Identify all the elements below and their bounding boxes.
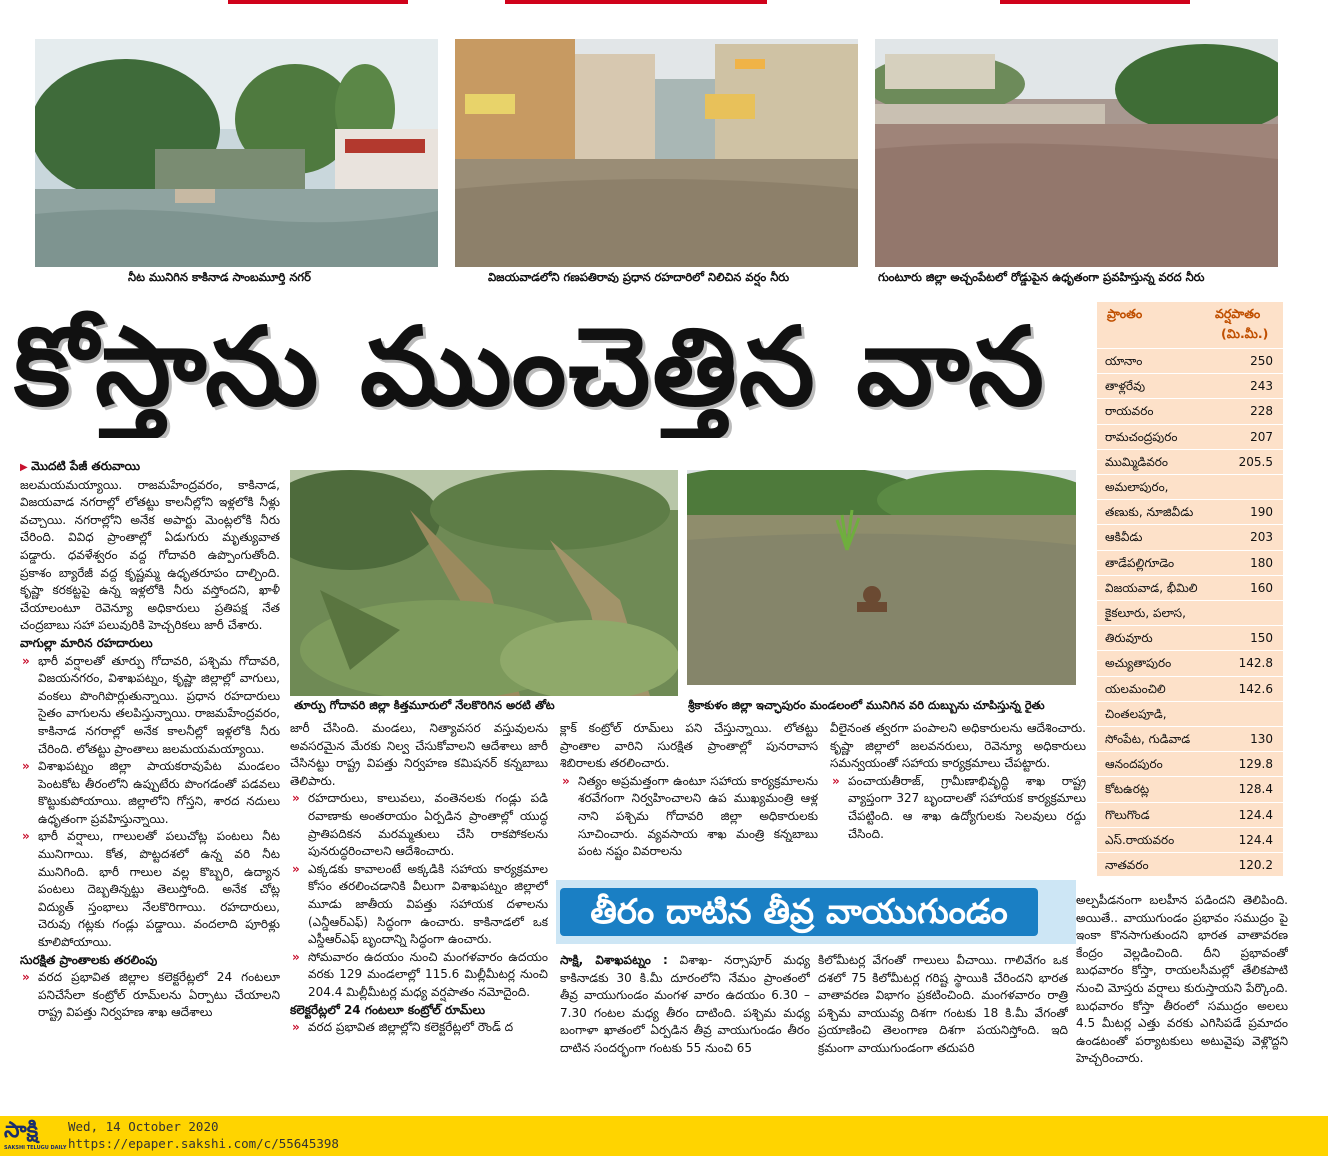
article-column-3 <box>560 720 818 870</box>
rainfall-row <box>1097 676 1283 702</box>
top-rule-segment <box>505 0 767 4</box>
story2-column-3 <box>1076 892 1288 1108</box>
rainfall-col-amount: వర్షపాతం <box>1215 306 1261 321</box>
logo-wordmark: సాక్షి <box>4 1118 39 1143</box>
rainfall-place: సోంపేట, గుడివాడ <box>1105 732 1191 746</box>
photo3-caption: గుంటూరు జిల్లా అచ్చంపేటలో రోడ్డుపైన ఉధృతంగా ప్రవహిస్తున్న వరద నీరు <box>878 270 1205 284</box>
rainfall-value: 160 <box>1250 580 1273 595</box>
rainfall-value: 190 <box>1250 505 1273 520</box>
rainfall-place: ఎస్.రాయవరం <box>1105 832 1175 847</box>
rainfall-row <box>1097 701 1283 727</box>
continued-from-front-tag: ▶ మొదటి పేజీ తరువాయి <box>20 458 280 477</box>
rainfall-row <box>1097 474 1283 500</box>
photo-farmer-flooded-paddy <box>687 470 1076 685</box>
article-paragraph: క్లాక్ కంట్రోల్ రూమ్‌లు పని చేస్తున్నాయి. లోతట్టు ప్రాంతాల వారిని సురక్షిత ప్రాంతాల్లో పునరావాస శిబిరాలకు తరలించారు. <box>560 721 818 771</box>
article-paragraph: జారీ చేసింది. మండలు, నిత్యావసర వస్తువులను అవసరమైన మేరకు నిల్వ చేసుకోవాలని ఆదేశాలు జారీ చేసినట్టు రాష్ట్ర విపత్తు నిర్వహణ కమిషనర్ కన్నబాబు తెలిపారు. <box>290 721 548 788</box>
rainfall-place: ఆనందపురం <box>1105 757 1163 772</box>
bullet-paragraph: » భారీ వర్షాలు, గాలులతో పలుచోట్ల పంటలు నీట మునిగాయి. కోత, పొట్టదశలో ఉన్న వరి నీట మునిగింది. భారీ గాలుల వల్ల కొబ్బరి, ఉద్యాన పంటలు దెబ్బతిన్నట్టు తెలుస్తోంది. అనేక చోట్ల విద్యుత్ స్తంభాలు నేలకొరిగాయి. రహదారులు, చెరువు గట్లకు గండ్లు పడ్డాయి. వందలాది పూరిళ్లు కూలిపోయాయి. <box>20 828 280 951</box>
rainfall-place: తాడేపల్లిగూడెం <box>1105 555 1175 570</box>
rainfall-row <box>1097 575 1283 601</box>
rainfall-place: చింతలపూడి, <box>1105 706 1167 721</box>
story2-paragraph: అల్పపీడనంగా బలహీన పడిందని తెలిపింది. అయితే.. వాయుగుండం ప్రభావం సముద్రం పై ఇంకా కొనసాగుతుందని భారత వాతావరణ కేంద్రం వెల్లడించింది. దీని ప్రభావంతో బుధవారం కోస్తా, రాయలసీమల్లో తేలికపాటి నుంచి మోస్తరు వర్షాలు కురుస్తాయని పేర్కొంది. బుధవారం కోస్తా తీరంలో సముద్రం అలలు 4.5 మీటర్ల ఎత్తు వరకు ఎగిసిపడే ప్రమాదం ఉండటంతో పర్యాటకులు అటువైపు వెళ్లొద్దని హెచ్చరించారు. <box>1076 893 1288 1066</box>
logo-tagline: SAKSHI TELUGU DAILY <box>4 1145 67 1151</box>
photo2-caption: విజయవాడలోని గణపతిరావు ప్రధాన రహదారిలో నిలిచిన వర్షం నీరు <box>488 270 790 284</box>
bullet-paragraph: » వరద ప్రభావిత జిల్లాల కలెక్టరేట్లలో 24 గంటలూ పనిచేసేలా కంట్రోల్ రూమ్‌లను ఏర్పాటు చేయాలని రాష్ట్ర విపత్తు నిర్వహణ శాఖ ఆదేశాలు <box>20 969 280 1022</box>
rainfall-place: కైకలూరు, పలాస, <box>1105 606 1186 620</box>
epaper-link[interactable]: https://epaper.sakshi.com/c/55645398 <box>68 1136 339 1151</box>
bullet-paragraph: » భారీ వర్షాలతో తూర్పు గోదావరి, పశ్చిమ గోదావరి, విజయనగరం, విశాఖపట్నం, కృష్ణా జిల్లాల్లో వాగులు, వంకలు పొంగిపొర్లుతున్నాయి. ప్రధాన రహదారులు సైతం వాగులను తలపిస్తున్నాయి. రాజమహేంద్రవరం, కాకినాడ నగరాల్లో అనేక కాలనీల్లో ఇళ్లలోకి నీరు చేరింది. లోతట్టు ప్రాంతాలు జలమయమయ్యాయి. <box>20 653 280 759</box>
rainfall-place: విజయవాడ, భీమిలి <box>1105 580 1198 595</box>
rainfall-place: తిరువూరు <box>1105 631 1153 646</box>
story2-column-2 <box>818 952 1068 1108</box>
top-rule <box>0 0 1328 6</box>
rainfall-value: 205.5 <box>1238 454 1273 469</box>
rainfall-value: 207 <box>1250 429 1273 444</box>
rainfall-row <box>1097 625 1283 651</box>
main-headline: కోస్తాను ముంచెత్తిన వాన <box>14 305 1046 430</box>
edition-date: Wed, 14 October 2020 <box>68 1119 219 1134</box>
rainfall-row <box>1097 726 1283 752</box>
rainfall-value: 129.8 <box>1238 757 1273 772</box>
rainfall-row <box>1097 524 1283 550</box>
rainfall-col-place: ప్రాంతం <box>1107 306 1143 321</box>
rainfall-place: గొలుగొండ <box>1105 807 1150 822</box>
story2-text <box>560 952 810 1058</box>
rainfall-value: 150 <box>1250 631 1273 646</box>
rainfall-value: 203 <box>1250 530 1273 545</box>
rainfall-row <box>1097 600 1283 626</box>
rainfall-place: రామచంద్రపురం <box>1105 429 1178 444</box>
rainfall-row <box>1097 852 1283 878</box>
article-column-4 <box>830 720 1086 870</box>
bullet-paragraph: » నిత్యం అప్రమత్తంగా ఉంటూ సహాయ కార్యక్రమాలను శరవేగంగా నిర్వహించాలని ఉప ముఖ్యమంత్రి ఆళ్ల నాని పశ్చిమ గోదావరి జిల్లా అధికారులకు సూచించారు. వ్యవసాయ శాఖ మంత్రి కన్నబాబు పంట నష్టం వివరాలను <box>560 773 818 861</box>
rainfall-row <box>1097 550 1283 576</box>
rainfall-value: 228 <box>1250 404 1273 419</box>
story2-headline: తీరం దాటిన తీవ్ర వాయుగుండం <box>560 888 1038 936</box>
rainfall-row <box>1097 499 1283 525</box>
rainfall-place: ఆకివీడు <box>1105 530 1143 545</box>
rainfall-place: అచ్యుతాపురం <box>1105 656 1172 671</box>
subheading: వాగుల్లా మారిన రహదారులు <box>20 635 153 650</box>
photo-flooded-road-vijayawada <box>455 39 858 267</box>
article-column-2 <box>290 720 548 1112</box>
rainfall-value: 128.4 <box>1238 782 1273 797</box>
rainfall-value: 180 <box>1250 555 1273 570</box>
rainfall-value: 243 <box>1250 379 1273 394</box>
rainfall-row <box>1097 776 1283 802</box>
rainfall-row <box>1097 373 1283 399</box>
bullet-paragraph: » సోమవారం ఉదయం నుంచి మంగళవారం ఉదయం వరకు 129 మండలాల్లో 115.6 మిల్లీమీటర్ల నుంచి 204.4 మిల్లీమీటర్ల మధ్య వర్షపాతం నమోదైంది. <box>290 949 548 1002</box>
rainfall-row <box>1097 650 1283 676</box>
rainfall-row <box>1097 802 1283 828</box>
photo1-caption: నీట మునిగిన కాకినాడ సాంబమూర్తి నగర్ <box>128 270 311 284</box>
footer-bar <box>0 1116 1328 1156</box>
rainfall-place: అమలాపురం, <box>1105 480 1169 494</box>
top-rule-segment <box>228 0 408 4</box>
photo-fallen-banana-plantation <box>290 470 678 696</box>
rainfall-place: తణుకు, నూజివీడు <box>1105 505 1194 520</box>
rainfall-col-unit: (మి.మీ.) <box>1221 326 1269 341</box>
rainfall-table <box>1097 302 1283 876</box>
article-paragraph: వీలైనంత త్వరగా పంపాలని అధికారులను ఆదేశించారు. కృష్ణా జిల్లాలో జలవనరులు, రెవెన్యూ అధికారులు సమన్వయంతో సహాయ కార్యక్రమాలు చేపట్టారు. <box>830 721 1086 771</box>
bullet-paragraph: » విశాఖపట్నం జిల్లా పాయకరావుపేట మండలం పెంటకోట తీరంలోని ఉప్పుటేరు పొంగడంతో పడవలు కొట్టుకుపోయాయి. జిల్లాలోని గోస్తని, శారద నదులు ఉధృతంగా ప్రవహిస్తున్నాయి. <box>20 758 280 828</box>
story2-paragraph: కిలోమీటర్ల వేగంతో గాలులు వీచాయి. గాలివేగం ఒక దశలో 75 కిలోమీటర్ల గరిష్ట స్థాయికి చేరిందని భారత వాతావరణ విభాగం ప్రకటించింది. మంగళవారం రాత్రి పశ్చిమ వాయువ్య దిశగా గంటకు 18 కి.మీ వేగంతో ప్రయాణించి తెలంగాణ దిశగా పయనిస్తోంది. ఇది క్రమంగా వాయుగుండంగా తదుపరి <box>818 953 1068 1055</box>
subheading: కలెక్టరేట్లలో 24 గంటలూ కంట్రోల్ రూమ్‌లు <box>290 1002 485 1017</box>
rainfall-row <box>1097 348 1283 374</box>
photo-flood-road-guntur <box>875 39 1278 267</box>
rainfall-place: కోటఉరట్ల <box>1105 782 1150 797</box>
rainfall-place: ముమ్మిడివరం <box>1105 454 1168 469</box>
rainfall-value: 142.6 <box>1238 681 1273 696</box>
rainfall-place: తాళ్లరేవు <box>1105 379 1146 394</box>
rainfall-place: యానాం <box>1105 354 1143 368</box>
story2-dateline: సాక్షి, విశాఖపట్నం : <box>560 953 668 967</box>
rainfall-row <box>1097 398 1283 424</box>
rainfall-row <box>1097 449 1283 475</box>
rainfall-value: 120.2 <box>1238 858 1273 872</box>
rainfall-value: 250 <box>1250 354 1273 368</box>
rainfall-place: రాయవరం <box>1105 404 1154 419</box>
bullet-paragraph: » రహదారులు, కాలువలు, వంతెనలకు గండ్లు పడి రవాణాకు అంతరాయం ఏర్పడిన ప్రాంతాల్లో యుద్ధ ప్రాతిపదికన మరమ్మతులు చేసి రాకపోకలను పునరుద్ధరించాలని ఆదేశించారు. <box>290 790 548 860</box>
story2-column-1 <box>560 952 810 1108</box>
top-rule-segment <box>1000 0 1190 4</box>
rainfall-value: 142.8 <box>1238 656 1273 671</box>
bullet-paragraph: » ఎక్కడకు కావాలంటే అక్కడికి సహాయ కార్యక్రమాల కోసం తరలించడానికి వీలుగా విశాఖపట్నం జిల్లాలో మూడు జాతీయ విపత్తు సహాయక దళాలను (ఎన్డీఆర్ఎఫ్) సిద్ధంగా ఉంచారు. కాకినాడలో ఒక ఎస్డీఆర్ఎఫ్ బృందాన్ని సిద్ధంగా ఉంచారు. <box>290 861 548 949</box>
subheading: సురక్షిత ప్రాంతాలకు తరలింపు <box>20 952 158 967</box>
photo-flooded-street-kakinada <box>35 39 438 267</box>
rainfall-value: 130 <box>1250 732 1273 746</box>
rainfall-place: యలమంచిలి <box>1105 681 1166 696</box>
sakshi-logo <box>4 1118 67 1154</box>
rainfall-row <box>1097 827 1283 853</box>
rainfall-row <box>1097 751 1283 777</box>
bullet-paragraph: » వరద ప్రభావిత జిల్లాల్లోని కలెక్టరేట్లలో రౌండ్ ద <box>290 1019 548 1037</box>
photo5-caption: శ్రీకాకుళం జిల్లా ఇచ్ఛాపురం మండలంలో మునిగిన వరి దుబ్బును చూపిస్తున్న రైతు <box>688 698 1045 712</box>
rainfall-value: 124.4 <box>1238 832 1273 847</box>
rainfall-row <box>1097 424 1283 450</box>
article-column-1 <box>20 458 280 1108</box>
article-paragraph: జలమయమయ్యాయి. రాజమహేంద్రవరం, కాకినాడ, విజయవాడ నగరాల్లో లోతట్టు కాలనీల్లోని ఇళ్లలోకి నీళ్లు వచ్చాయి. నగరాల్లోని అనేక అపార్టు మెంట్లలోకి నీరు చేరింది. వివిధ ప్రాంతాల్లో ఏడుగురు మృత్యువాత పడ్డారు. ధవళేశ్వరం వద్ద గోదావరి ఉప్పొంగుతోంది. ప్రకాశం బ్యారేజీ వద్ద కృష్ణమ్మ ఉధృతరూపం దాల్చింది. కృష్ణా కరకట్టపై ఉన్న ఇళ్లలోకి నీరు వస్తోందని, ఖాళీ చేయాలంటూ రెవెన్యూ అధికారులు ప్రతిపక్ష నేత చంద్రబాబు సహా పలువురికి హెచ్చరికలు జారీ చేశారు. <box>20 477 280 633</box>
rainfall-table-header <box>1097 302 1283 348</box>
photo4-caption: తూర్పు గోదావరి జిల్లా కిత్తమూరులో నేలకొరిగిన అరటి తోట <box>294 698 555 712</box>
rainfall-place: నాతవరం <box>1105 858 1149 872</box>
rainfall-value: 124.4 <box>1238 807 1273 822</box>
story2-paragraph: విశాఖ- నర్సాపూర్ మధ్య కాకినాడకు 30 కి.మీ దూరంలోని నేమం ప్రాంతంలో తీవ్ర వాయుగుండం మంగళ వారం ఉదయం 6.30 – 7.30 గంటల మధ్య తీరం దాటింది. పశ్చిమ మధ్య బంగాళా ఖాతంలో ఏర్పడిన తీవ్ర వాయుగుండం తీరం దాటిన సందర్భంగా గంటకు 55 నుంచి 65 <box>560 953 810 1055</box>
bullet-paragraph: » పంచాయతీరాజ్, గ్రామీణాభివృద్ధి శాఖ రాష్ట్ర వ్యాప్తంగా 327 బృందాలతో సహాయక కార్యక్రమాలు చేపట్టింది. ఆ శాఖ ఉద్యోగులకు సెలవులు రద్దు చేసింది. <box>830 773 1086 843</box>
